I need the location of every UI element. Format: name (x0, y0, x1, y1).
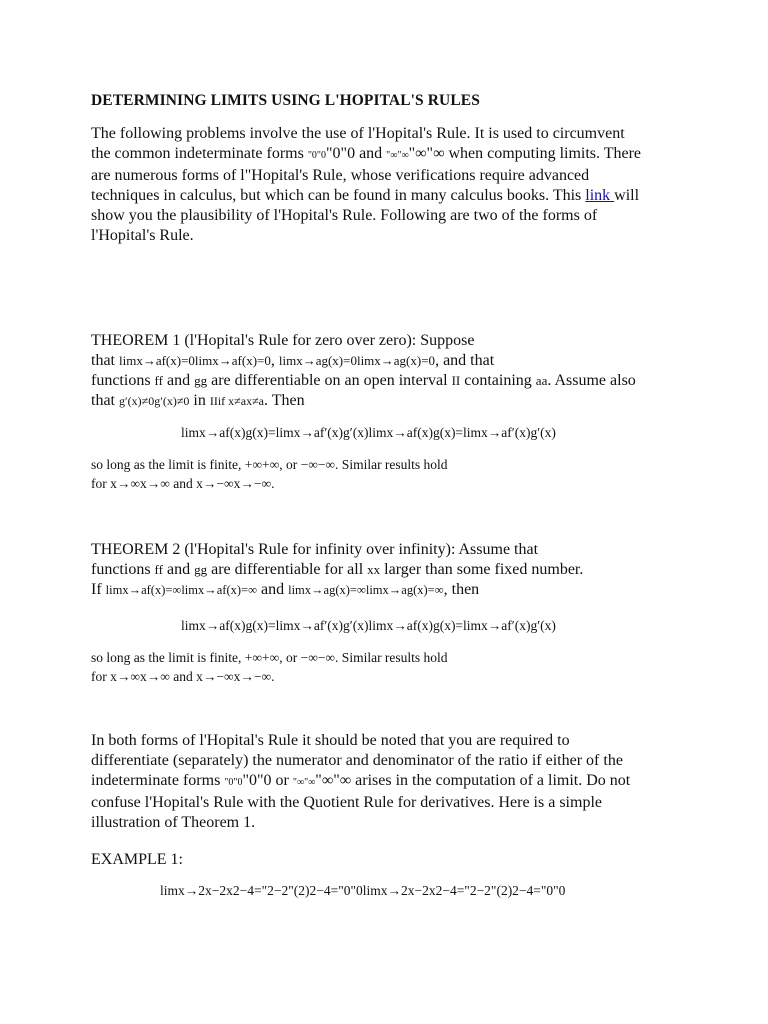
theorem-heading: THEOREM 1 (l'Hopital's Rule for zero over zero): Suppose (91, 332, 475, 349)
para-line: confuse l'Hopital's Rule with the Quotient Rule for derivatives. Here is a simple (91, 794, 602, 811)
math-inline: II (451, 373, 461, 388)
math-inline: "∞"∞ (386, 150, 409, 161)
note-line: for x→∞x→∞ and x→−∞x→−∞. (91, 476, 275, 491)
text: and (162, 372, 195, 389)
intro-line: are numerous forms of l"Hopital's Rule, whose verifications require advanced (91, 167, 590, 184)
text: functions (91, 561, 155, 578)
closing-paragraph (91, 731, 691, 833)
text: . Then (264, 392, 305, 409)
text: , then (443, 581, 480, 598)
text: functions (91, 372, 155, 389)
text: "∞"∞ when computing limits. There (408, 145, 642, 162)
intro-line: l'Hopital's Rule. (91, 227, 194, 244)
math-inline: limx→ag(x)=∞limx→ag(x)=∞ (288, 583, 444, 597)
theorem-heading: THEOREM 2 (l'Hopital's Rule for infinity over infinity): Assume that (91, 541, 539, 558)
theorem-2-formula: limx→af(x)g(x)=limx→af′(x)g′(x)limx→af(x)g(x)=limx→af′(x)g′(x) (181, 618, 556, 633)
text: will (614, 187, 640, 204)
para-line: differentiate (separately) the numerator and denominator of the ratio if either of the (91, 752, 623, 769)
text: in (189, 392, 210, 409)
text: larger than some fixed number. (380, 561, 584, 578)
math-inline: ff (154, 562, 163, 577)
text: If (91, 581, 106, 598)
page-title: DETERMINING LIMITS USING L'HOPITAL'S RULES (91, 92, 480, 109)
theorem-line (91, 371, 691, 391)
theorem-1-formula: limx→af(x)g(x)=limx→af′(x)g′(x)limx→af(x)g(x)=limx→af′(x)g′(x) (181, 425, 556, 440)
math-inline: limx→af(x)=0limx→af(x)=0 (119, 353, 271, 368)
math-inline: limx→af(x)=∞limx→af(x)=∞ (105, 583, 257, 597)
math-inline: "∞"∞ (292, 777, 316, 788)
math-inline: "0"0 (224, 777, 243, 788)
para-line: In both forms of l'Hopital's Rule it should be noted that you are required to (91, 732, 570, 749)
text: that (91, 352, 119, 369)
math-inline: limx→ag(x)=0limx→ag(x)=0 (278, 353, 436, 368)
math-inline: gg (194, 562, 208, 577)
para-line: illustration of Theorem 1. (91, 814, 256, 831)
math-inline: "0"0 (307, 150, 326, 161)
text: containing (460, 372, 536, 389)
text: , and that (435, 352, 495, 369)
text: are differentiable on an open interval (207, 372, 452, 389)
math-inline: g′(x)≠0g′(x)≠0 (119, 394, 190, 408)
note-line: for x→∞x→∞ and x→−∞x→−∞. (91, 669, 275, 684)
math-inline: ff (154, 373, 163, 388)
example-1-formula: limx→2x−2x2−4="2−2"(2)2−4="0"0limx→2x−2x2−4="2−2"(2)2−4="0"0 (160, 883, 566, 898)
theorem-line (91, 580, 691, 600)
theorem-1-note (91, 455, 691, 493)
theorem-line (91, 351, 691, 371)
text: indeterminate forms (91, 772, 225, 789)
intro-line: The following problems involve the use of l'Hopital's Rule. It is used to circumvent (91, 125, 625, 142)
text: "0"0 and (326, 145, 387, 162)
intro-paragraph (91, 124, 691, 246)
theorem-2 (91, 540, 691, 600)
math-inline: aa (535, 373, 548, 388)
note-line: so long as the limit is finite, +∞+∞, or −∞−∞. Similar results hold (91, 457, 448, 472)
para-line (91, 771, 691, 793)
text: , (270, 352, 279, 369)
text: and (257, 581, 289, 598)
example-1-label: EXAMPLE 1: (91, 851, 183, 868)
theorem-line (91, 560, 691, 580)
math-inline: gg (194, 373, 208, 388)
text: that (91, 392, 119, 409)
text: techniques in calculus, but which can be found in many calculus books. This (91, 187, 586, 204)
math-inline: IIif x≠ax≠a (209, 394, 265, 408)
text: are differentiable for all (207, 561, 368, 578)
theorem-2-note (91, 648, 691, 686)
note-line: so long as the limit is finite, +∞+∞, or −∞−∞. Similar results hold (91, 650, 448, 665)
document-page (91, 92, 691, 899)
text: . Assume also (547, 372, 636, 389)
text: "0"0 or (242, 772, 293, 789)
text: the common indeterminate forms (91, 145, 308, 162)
theorem-line (91, 391, 691, 411)
intro-line (91, 144, 691, 166)
text: "∞"∞ arises in the computation of a limit. Do not (315, 772, 631, 789)
intro-line: show you the plausibility of l'Hopital's Rule. Following are two of the forms of (91, 207, 598, 224)
plausibility-link[interactable]: link (585, 187, 615, 204)
text: and (162, 561, 195, 578)
intro-line (91, 186, 691, 206)
math-inline: xx (367, 562, 381, 577)
theorem-1 (91, 331, 691, 411)
